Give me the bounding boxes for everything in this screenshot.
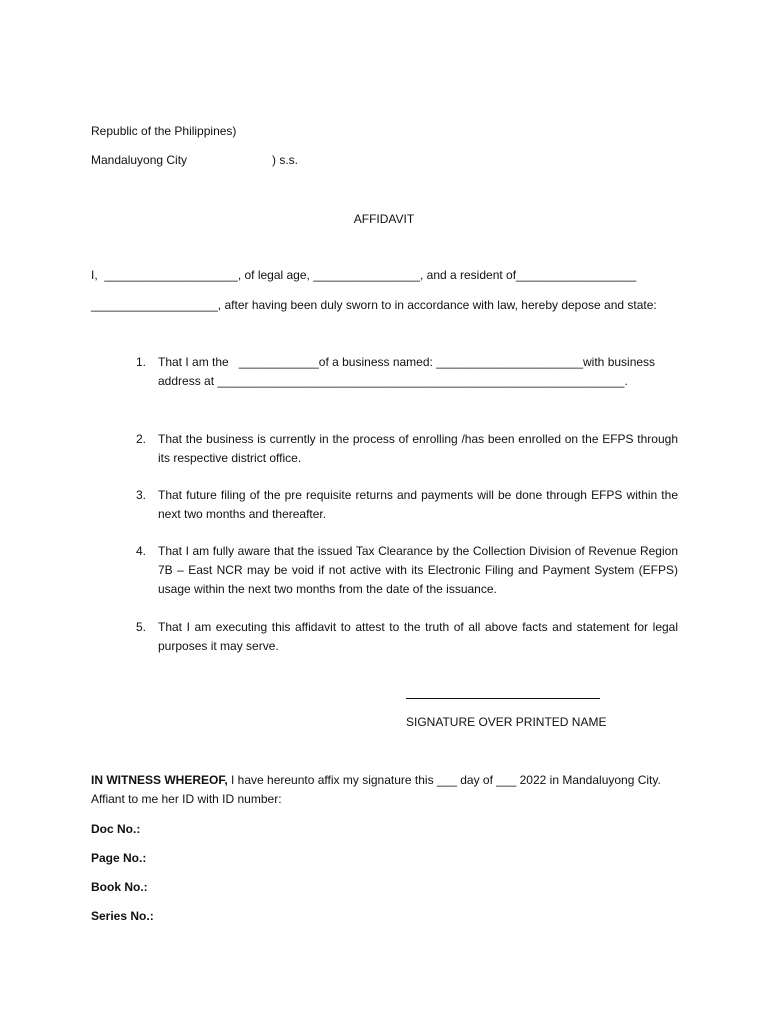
witness-line-1 [91, 771, 661, 790]
witness-lead: IN WITNESS WHEREOF, [91, 773, 228, 787]
book-no-label: Book No.: [91, 880, 148, 894]
header-city: Mandaluyong City [91, 153, 188, 167]
intro-line-2: ___________________, after having been duly sworn to in accordance with law, hereby depose and state: [91, 298, 657, 312]
page-no-label: Page No.: [91, 851, 147, 865]
witness-line-2: Affiant to me her ID with ID number: [91, 792, 282, 806]
signature-label: SIGNATURE OVER PRINTED NAME [406, 715, 607, 729]
header-republic: Republic of the Philippines) [91, 124, 237, 138]
doc-no-label: Doc No.: [91, 822, 141, 836]
signature-line [406, 698, 600, 699]
list-item-number: 2. [136, 432, 147, 446]
document-title: AFFIDAVIT [353, 212, 415, 226]
list-item-number: 5. [136, 620, 147, 634]
list-item-number: 3. [136, 488, 147, 502]
witness-rest: I have hereunto affix my signature this ___ day of ___ 2022 in Mandaluyong City. [227, 773, 661, 787]
list-item-text-cont: address at _____________________________________________________________. [158, 374, 628, 388]
list-item-number: 4. [136, 544, 147, 558]
list-item-text: That future filing of the pre requisite returns and payments will be done through EFPS within the next two months and thereafter. [158, 488, 678, 521]
list-item-text: That I am the ____________of a business named: ______________________with business [158, 355, 656, 369]
list-item-text: That the business is currently in the process of enrolling /has been enrolled on the EFPS through its respective district office. [158, 432, 678, 465]
list-item-number: 1. [136, 355, 147, 369]
header-ss: ) s.s. [272, 153, 298, 167]
list-item-text: That I am executing this affidavit to attest to the truth of all above facts and statement for legal purposes it may serve. [158, 620, 678, 653]
list-item-text: That I am fully aware that the issued Tax Clearance by the Collection Division of Revenue Region 7B – East NCR may be void if not active with its Electronic Filing and Payment System (EFPS) usage within the next two months from the date of the issuance. [158, 544, 678, 596]
series-no-label: Series No.: [91, 909, 154, 923]
intro-line-1: I, ____________________, of legal age, ________________, and a resident of__________________ [91, 268, 637, 282]
